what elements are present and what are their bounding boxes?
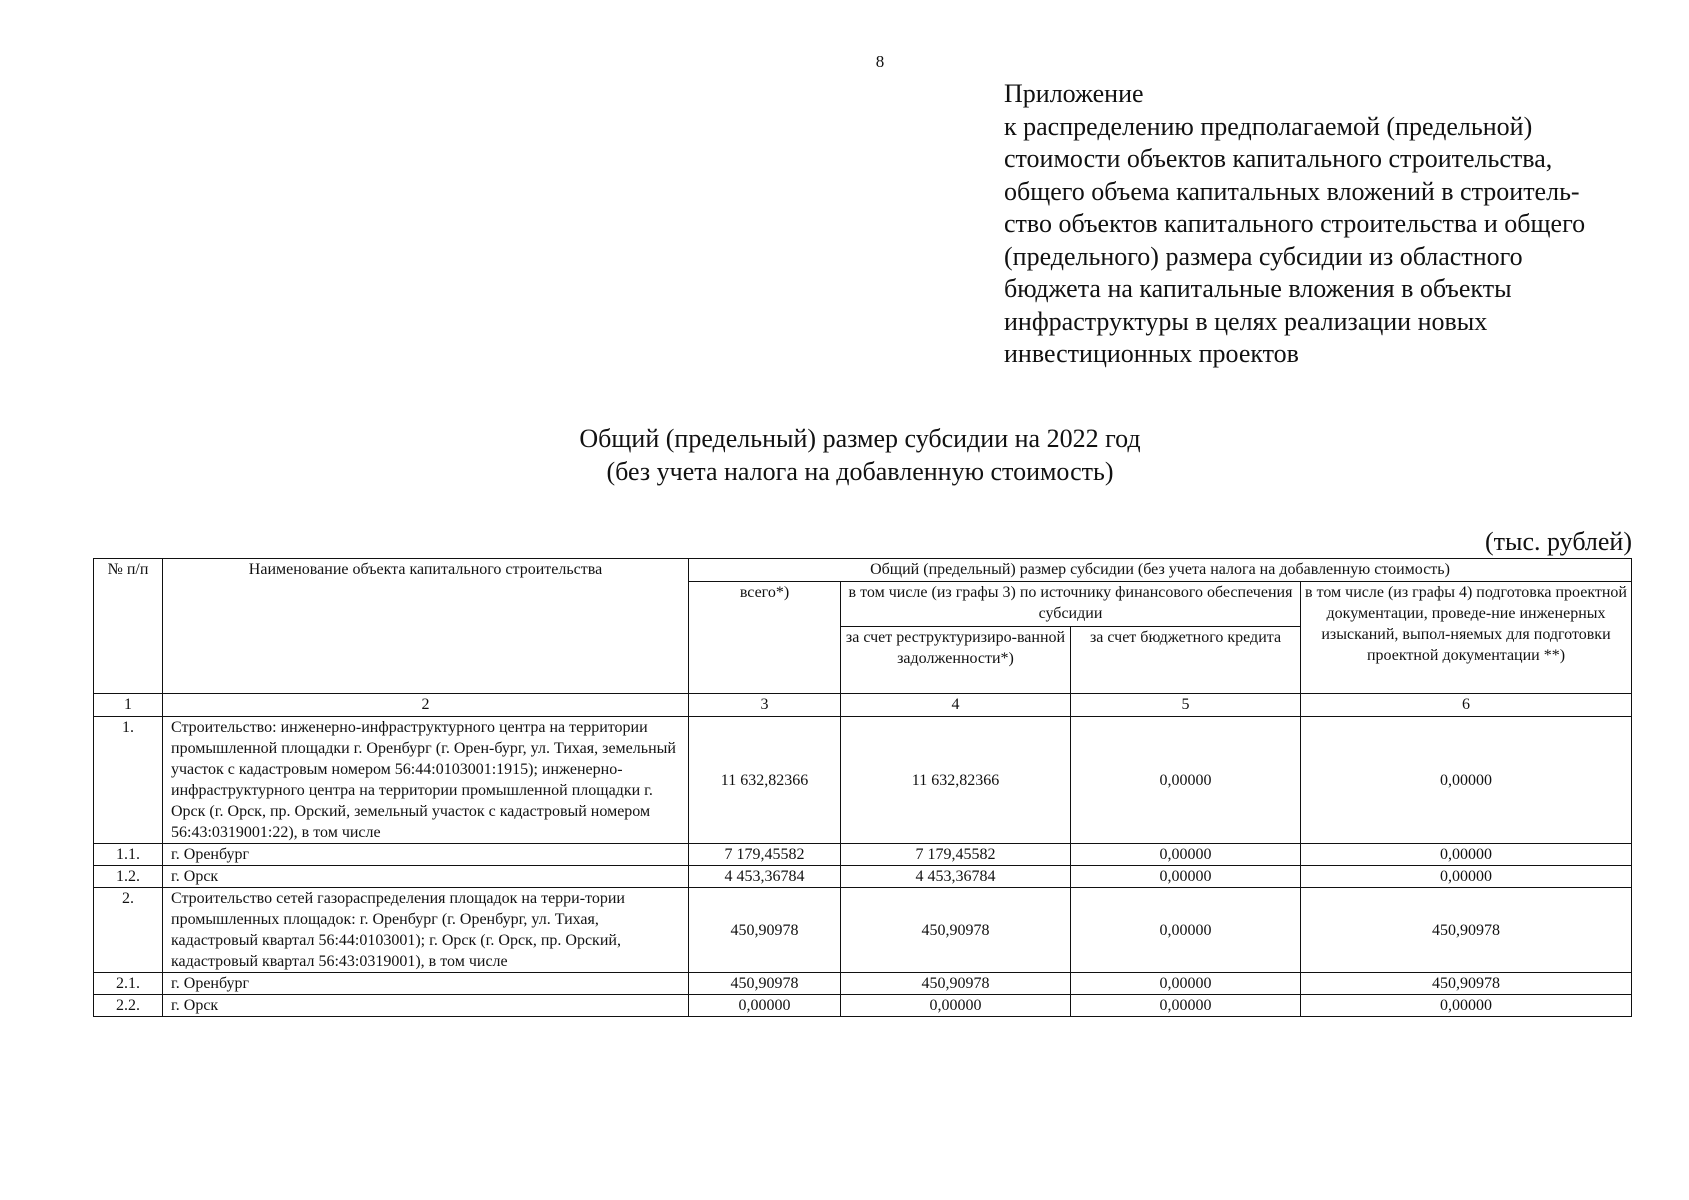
table-row [94,973,1632,995]
header-design-docs: в том числе (из графы 4) подготовка проектной документации, проведе-ние инженерных изысканий, выпол-няемых для подготовки проектной документации **) [1301,582,1632,694]
row-num: 2.2. [94,995,163,1017]
appendix-heading [1004,78,1684,371]
row-restructured: 450,90978 [841,888,1071,973]
column-number: 3 [689,694,841,717]
appendix-line: общего объема капитальных вложений в строитель- [1004,176,1580,206]
row-name: Строительство сетей газораспределения площадок на терри-тории промышленных площадок: г. Оренбург (г. Оренбург, ул. Тихая, кадастровый квартал 56:44:0103001); г. Орск (г. Орск, пр. Орский, кадастровый квартал 56:43:0319001), в том числе [163,888,689,973]
row-total: 450,90978 [689,973,841,995]
appendix-line: к распределению предполагаемой (предельной) [1004,111,1533,141]
row-name: г. Оренбург [163,973,689,995]
subsidy-table [93,558,1632,1017]
document-title [480,422,1240,488]
row-restructured: 7 179,45582 [841,844,1071,866]
row-budget-credit: 0,00000 [1071,866,1301,888]
row-design-docs: 450,90978 [1301,888,1632,973]
row-restructured: 4 453,36784 [841,866,1071,888]
header-num: № п/п [94,559,163,694]
units-label: (тыс. рублей) [1484,527,1632,556]
row-name: г. Орск [163,995,689,1017]
column-number: 5 [1071,694,1301,717]
appendix-line: инфраструктуры в целях реализации новых [1004,306,1488,336]
table-row [94,717,1632,844]
header-total: всего*) [689,582,841,694]
row-restructured: 0,00000 [841,995,1071,1017]
row-budget-credit: 0,00000 [1071,888,1301,973]
header-budget-credit: за счет бюджетного кредита [1071,627,1301,694]
column-number: 1 [94,694,163,717]
table-row [94,866,1632,888]
header-name: Наименование объекта капитального строительства [163,559,689,694]
row-total: 0,00000 [689,995,841,1017]
row-design-docs: 0,00000 [1301,844,1632,866]
column-number: 6 [1301,694,1632,717]
row-design-docs: 0,00000 [1301,717,1632,844]
column-number: 2 [163,694,689,717]
row-num: 1. [94,717,163,844]
row-design-docs: 450,90978 [1301,973,1632,995]
appendix-line: ство объектов капитального строительства и общего [1004,209,1586,238]
title-line-2: (без учета налога на добавленную стоимость) [606,457,1114,486]
row-restructured: 450,90978 [841,973,1071,995]
appendix-line: стоимости объектов капитального строительства, [1004,144,1553,173]
row-budget-credit: 0,00000 [1071,995,1301,1017]
row-num: 2. [94,888,163,973]
header-restructured: за счет реструктуризиро-ванной задолженности*) [841,627,1071,694]
row-num: 2.1. [94,973,163,995]
row-design-docs: 0,00000 [1301,995,1632,1017]
table-row [94,844,1632,866]
page-number: 8 [875,52,885,71]
row-restructured: 11 632,82366 [841,717,1071,844]
row-total: 11 632,82366 [689,717,841,844]
appendix-line: (предельного) размера субсидии из областного [1004,241,1523,271]
appendix-line: бюджета на капитальные вложения в объекты [1004,274,1512,303]
row-total: 4 453,36784 [689,866,841,888]
row-budget-credit: 0,00000 [1071,717,1301,844]
row-num: 1.1. [94,844,163,866]
title-line-1: Общий (предельный) размер субсидии на 2022 год [579,424,1141,453]
column-number-row [94,694,1632,717]
row-name: Строительство: инженерно-инфраструктурного центра на территории промышленной площадки г. Оренбург (г. Орен-бург, ул. Тихая, земельный участок с кадастровым номером 56:44:0103001:1915); инженерно-инфраструктурного центра на территории промышленной площадки г. Орск (г. Орск, пр. Орский, земельный участок с кадастровый номером 56:43:0319001:22), в том числе [163,717,689,844]
row-budget-credit: 0,00000 [1071,844,1301,866]
row-total: 450,90978 [689,888,841,973]
header-source-group: в том числе (из графы 3) по источнику финансового обеспечения субсидии [841,582,1301,627]
column-number: 4 [841,694,1071,717]
row-budget-credit: 0,00000 [1071,973,1301,995]
appendix-line: инвестиционных проектов [1004,339,1299,368]
table-row [94,888,1632,973]
row-design-docs: 0,00000 [1301,866,1632,888]
appendix-line: Приложение [1004,79,1144,108]
table-row [94,995,1632,1017]
header-subsidy-group: Общий (предельный) размер субсидии (без учета налога на добавленную стоимость) [689,559,1632,582]
row-name: г. Оренбург [163,844,689,866]
row-name: г. Орск [163,866,689,888]
row-total: 7 179,45582 [689,844,841,866]
row-num: 1.2. [94,866,163,888]
